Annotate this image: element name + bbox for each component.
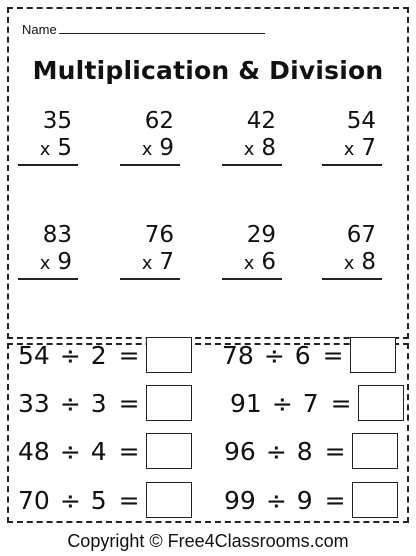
answer-line: [222, 164, 282, 166]
mul-bottom: 6: [261, 249, 276, 275]
mul-top: 76: [144, 222, 174, 248]
mul-bottom: 7: [361, 135, 376, 161]
mul-bottom: 8: [361, 249, 376, 275]
divide-sign: ÷: [59, 388, 81, 418]
times-sign: x: [141, 253, 153, 274]
divide-sign: ÷: [59, 340, 81, 370]
mul-top: 67: [346, 222, 376, 248]
dividend: 48: [18, 436, 50, 466]
answer-box[interactable]: [352, 433, 398, 469]
mul-top: 35: [42, 108, 72, 134]
dividend: 33: [18, 388, 50, 418]
name-row: [22, 22, 265, 37]
divide-sign: ÷: [271, 388, 293, 418]
dividend: 70: [18, 485, 50, 515]
mul-top: 29: [246, 222, 276, 248]
worksheet-title: Multiplication & Division: [32, 56, 384, 85]
answer-box[interactable]: [146, 337, 192, 373]
divisor: 5: [90, 485, 107, 515]
div-problem: [222, 337, 396, 373]
divide-sign: ÷: [59, 485, 81, 515]
divisor: 4: [90, 436, 107, 466]
times-sign: x: [39, 253, 51, 274]
equals-sign: =: [118, 388, 140, 418]
answer-line: [120, 164, 180, 166]
answer-line: [120, 278, 180, 280]
mul-bottom: 7: [159, 249, 174, 275]
divisor: 7: [302, 388, 319, 418]
div-problem: [18, 433, 192, 469]
dividend: 54: [18, 340, 50, 370]
name-line[interactable]: [59, 33, 265, 34]
equals-sign: =: [330, 388, 352, 418]
mul-bottom: 9: [57, 249, 72, 275]
mul-problem: [222, 222, 282, 280]
divisor: 8: [296, 436, 313, 466]
copyright-footer: Copyright © Free4Classrooms.com: [67, 531, 349, 551]
mul-problem: [222, 108, 282, 166]
equals-sign: =: [118, 340, 140, 370]
mul-problem: [120, 108, 180, 166]
divisor: 2: [90, 340, 107, 370]
div-problem: [224, 482, 398, 518]
answer-line: [18, 164, 78, 166]
mul-bottom: 9: [159, 135, 174, 161]
answer-line: [322, 278, 382, 280]
name-label: Name: [22, 22, 57, 37]
mul-problem: [322, 222, 382, 280]
dividend: 96: [224, 436, 256, 466]
times-sign: x: [343, 253, 355, 274]
mul-bottom: 8: [261, 135, 276, 161]
div-problem: [18, 385, 192, 421]
mul-top: 54: [346, 108, 376, 134]
mul-top: 83: [42, 222, 72, 248]
answer-box[interactable]: [146, 482, 192, 518]
divide-sign: ÷: [59, 436, 81, 466]
answer-line: [18, 278, 78, 280]
equals-sign: =: [324, 436, 346, 466]
equals-sign: =: [324, 485, 346, 515]
div-problem: [230, 385, 404, 421]
equals-sign: =: [118, 436, 140, 466]
equals-sign: =: [322, 340, 344, 370]
divide-sign: ÷: [265, 485, 287, 515]
divisor: 9: [296, 485, 313, 515]
answer-box[interactable]: [358, 385, 404, 421]
times-sign: x: [243, 139, 255, 160]
answer-line: [222, 278, 282, 280]
mul-problem: [120, 222, 180, 280]
mul-problem: [18, 108, 78, 166]
dividend: 91: [230, 388, 262, 418]
equals-sign: =: [118, 485, 140, 515]
mul-top: 42: [246, 108, 276, 134]
div-problem: [18, 482, 192, 518]
divisor: 6: [294, 340, 311, 370]
answer-box[interactable]: [146, 433, 192, 469]
div-problem: [224, 433, 398, 469]
divisor: 3: [90, 388, 107, 418]
times-sign: x: [141, 139, 153, 160]
mul-problem: [18, 222, 78, 280]
dividend: 99: [224, 485, 256, 515]
times-sign: x: [39, 139, 51, 160]
answer-line: [322, 164, 382, 166]
answer-box[interactable]: [350, 337, 396, 373]
answer-box[interactable]: [352, 482, 398, 518]
answer-box[interactable]: [146, 385, 192, 421]
dividend: 78: [222, 340, 254, 370]
mul-bottom: 5: [57, 135, 72, 161]
mul-problem: [322, 108, 382, 166]
times-sign: x: [343, 139, 355, 160]
divide-sign: ÷: [263, 340, 285, 370]
divide-sign: ÷: [265, 436, 287, 466]
div-problem: [18, 337, 192, 373]
mul-top: 62: [144, 108, 174, 134]
times-sign: x: [243, 253, 255, 274]
